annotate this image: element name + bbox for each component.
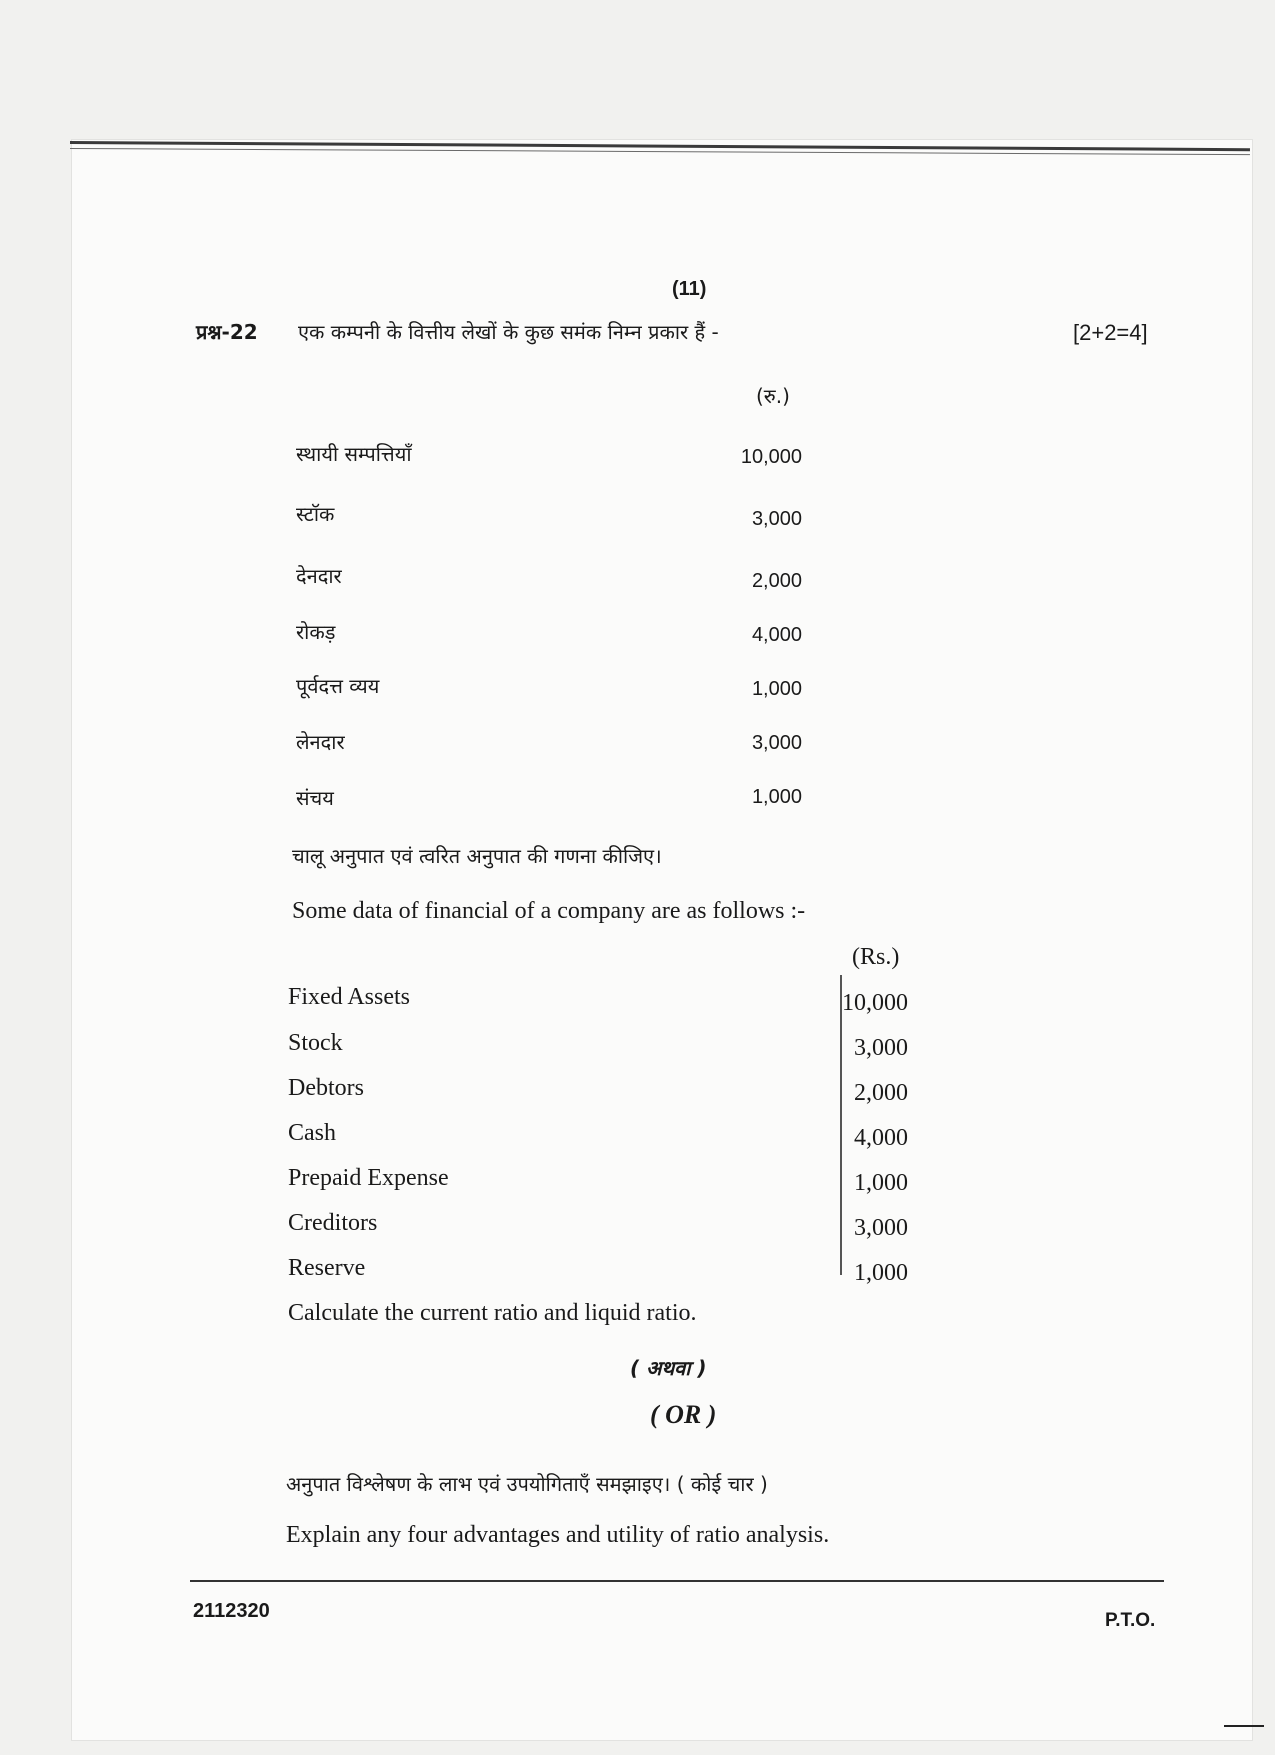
hindi-currency-header: (रु.)	[756, 384, 790, 408]
hindi-row-value: 3,000	[751, 732, 802, 754]
english-intro: Some data of financial of a company are as follows :-	[292, 898, 806, 924]
hindi-row-label: संचय	[296, 786, 334, 810]
english-currency-header: (Rs.)	[852, 944, 900, 970]
hindi-row-label: रोकड़	[296, 620, 336, 644]
hindi-row-value: 10,000	[740, 446, 802, 468]
page-edge-mark	[1224, 1725, 1264, 1727]
english-row-label: Cash	[288, 1120, 336, 1146]
english-row-value: 1,000	[854, 1170, 908, 1196]
english-row-label: Fixed Assets	[288, 984, 411, 1010]
alternative-question-hindi: अनुपात विश्लेषण के लाभ एवं उपयोगिताएँ समझाइए। ( कोई चार )	[286, 1472, 768, 1496]
hindi-row-value: 2,000	[751, 570, 802, 592]
alternative-question-english: Explain any four advantages and utility of ratio analysis.	[286, 1522, 830, 1548]
english-row-value: 10,000	[842, 990, 908, 1016]
paper-code: 2112320	[193, 1600, 270, 1622]
question-text-hindi: एक कम्पनी के वित्तीय लेखों के कुछ समंक निम्न प्रकार हैं -	[298, 320, 719, 344]
english-instruction: Calculate the current ratio and liquid ratio.	[288, 1300, 697, 1326]
english-row-value: 3,000	[854, 1215, 908, 1241]
hindi-row-label: पूर्वदत्त व्यय	[296, 674, 380, 698]
english-row-value: 3,000	[854, 1035, 908, 1061]
hindi-row-label: स्टॉक	[296, 502, 335, 526]
english-row-value: 1,000	[854, 1260, 908, 1286]
hindi-row-value: 1,000	[751, 786, 802, 808]
please-turn-over: P.T.O.	[1105, 1610, 1156, 1631]
footer-rule	[190, 1580, 1164, 1582]
english-row-value: 4,000	[854, 1125, 908, 1151]
english-row-label: Stock	[288, 1030, 343, 1056]
page-number: (11)	[672, 278, 707, 300]
english-row-label: Creditors	[288, 1210, 378, 1236]
hindi-row-value: 1,000	[751, 678, 802, 700]
question-marks: [2+2=4]	[1073, 320, 1148, 345]
hindi-instruction: चालू अनुपात एवं त्वरित अनुपात की गणना कीजिए।	[292, 844, 662, 868]
hindi-row-label: स्थायी सम्पत्तियाँ	[296, 442, 412, 466]
english-row-label: Reserve	[288, 1255, 366, 1281]
hindi-row-label: देनदार	[296, 564, 342, 588]
english-row-value: 2,000	[854, 1080, 908, 1106]
english-row-label: Debtors	[288, 1075, 364, 1101]
or-english: ( OR )	[650, 1400, 717, 1429]
hindi-row-value: 3,000	[751, 508, 802, 530]
question-label: प्रश्न-22	[196, 320, 258, 344]
hindi-row-label: लेनदार	[296, 730, 345, 754]
english-row-label: Prepaid Expense	[288, 1165, 449, 1191]
hindi-row-value: 4,000	[751, 624, 802, 646]
or-hindi: ( अथवा )	[630, 1356, 707, 1380]
exam-page	[72, 140, 1252, 1740]
